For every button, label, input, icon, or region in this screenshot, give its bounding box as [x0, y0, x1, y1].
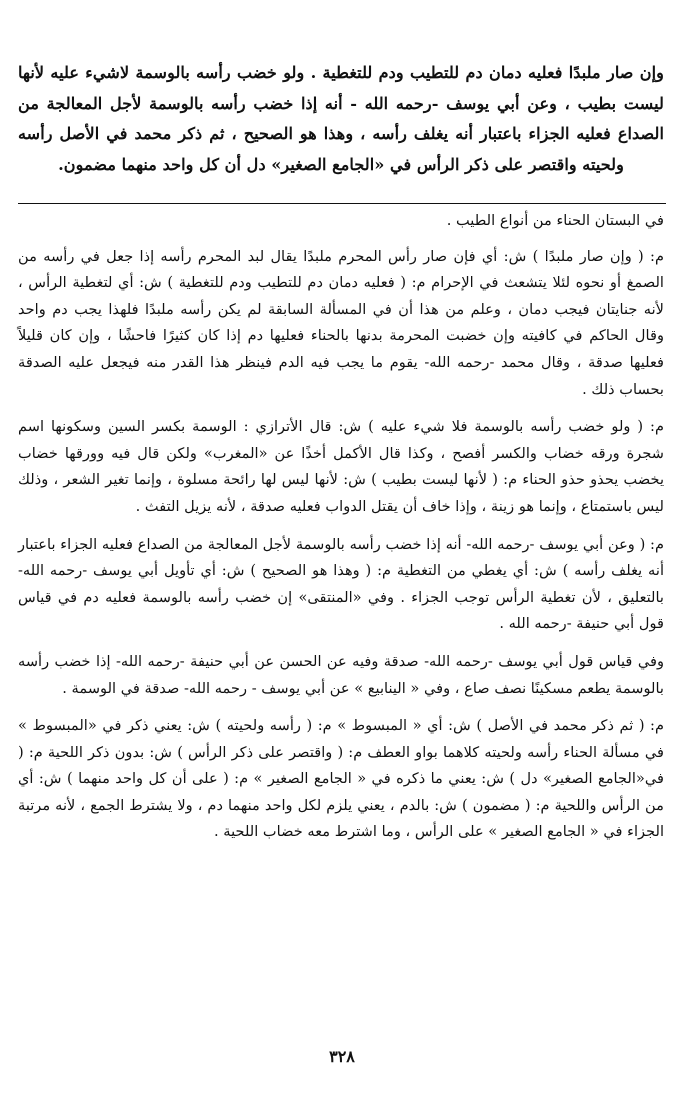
commentary-paragraph: في البستان الحناء من أنواع الطيب .: [446, 212, 664, 229]
commentary-paragraph: م: ( ولو خضب رأسه بالوسمة فلا شيء عليه ) ش: قال الأترازي : الوسمة بكسر السين وسكونها اسم شجرة ورقه خضاب والكسر أفصح ، وكذا قال الأكمل أخذًا عن «المغرب» ولكن قال فيه وورقها خضاب يخضب يحذو حذو الحناء م: ( لأنها ليست بطيب ) ش: لأنها ليس لها رائحة مسلوة ، وإنما تغير الشعر ، وذلك ليس باستمتاع ، وإنما هو زينة ، وإذا خاف أن يقتل الدواب فعليه صدقة ، لأنه يزيل التفث .: [18, 418, 664, 515]
commentary-paragraph: م: ( وإن صار ملبدًا ) ش: أي فإن صار رأس المحرم ملبدًا يقال لبد المحرم رأسه إذا جعل في رأسه من الصمغ أو نحوه لئلا يتشعث في الإحرام م: ( فعليه دمان دم للتطيب ودم للتغطية ) ش: أي لتغطية الرأس ، لأنه جنايتان فيجب دمان ، وعلم من هذا أن في المسألة السابقة لم يكن رأسه ملبدًا فلهذا يجب دم واحد وقال الحاكم في كافيته وإن خضبت المحرمة بدنها بالحناء فعليها دم إذا كان كثيرًا فاحشًا ، وإن كان قليلاً فعليها صدقة ، وقال محمد -رحمه الله- يقوم ما يجب فيه الدم فينظر هذا القدر منه فيجعل عليه الصدقة بحساب ذلك .: [18, 247, 664, 398]
commentary-paragraph: م: ( ثم ذكر محمد في الأصل ) ش: أي « المبسوط » م: ( رأسه ولحيته ) ش: يعني ذكر في «المبسوط » في مسألة الحناء رأسه ولحيته كلاهما بواو العطف م: ( واقتصر على ذكر الرأس ) ش: بدون ذكر اللحية م: ( في«الجامع الصغير» دل ) ش: يعني ما ذكره في « الجامع الصغير » م: ( على أن كل واحد منهما ) ش: أي من الرأس واللحية م: ( مضمون ) ش: بالدم ، يعني يلزم لكل واحد منهما دم ، ولا يشترط الجمع ، لأنه مرتبة الجزاء في « الجامع الصغير » على الرأس ، وما اشترط معه خضاب اللحية .: [18, 717, 664, 841]
commentary-paragraph: م: ( وعن أبي يوسف -رحمه الله- أنه إذا خضب رأسه بالوسمة لأجل المعالجة من الصداع فعليه الجزاء باعتبار أنه يغلف رأسه ) ش: أي يغطي من التغطية م: ( وهذا هو الصحيح ) ش: أي تأويل أبي يوسف -رحمه الله- بالتعليق ، لأن تغطية الرأس توجب الجزاء . وفي «المنتقى» إن خضب رأسه بالوسمة فعليه دم في قياس قول أبي حنيفة -رحمه الله .: [18, 535, 664, 633]
main-text: وإن صار ملبدًا فعليه دمان دم للتطيب ودم للتغطية . ولو خضب رأسه بالوسمة لاشيء عليه لأنها ليست بطيب ، وعن أبي يوسف -رحمه الله - أنه إذا خضب رأسه بالوسمة لأجل المعالجة من الصداع فعليه الجزاء باعتبار أنه يغلف رأسه ، وهذا هو الصحيح ، ثم ذكر محمد في الأصل رأسه ولحيته واقتصر على ذكر الرأس في «الجامع الصغير» دل أن كل واحد منهما مضمون.: [18, 63, 664, 174]
separator-line: [18, 203, 666, 204]
commentary-paragraph: وفي قياس قول أبي يوسف -رحمه الله- صدقة وفيه عن الحسن عن أبي حنيفة -رحمه الله- إذا خضب رأسه بالوسمة يطعم مسكينًا نصف صاع ، وفي « الينابيع » عن أبي يوسف - رحمه الله- صدقة في الوسمة .: [18, 652, 664, 697]
commentary: [18, 208, 664, 857]
page-number: ٣٢٨: [329, 1047, 355, 1066]
